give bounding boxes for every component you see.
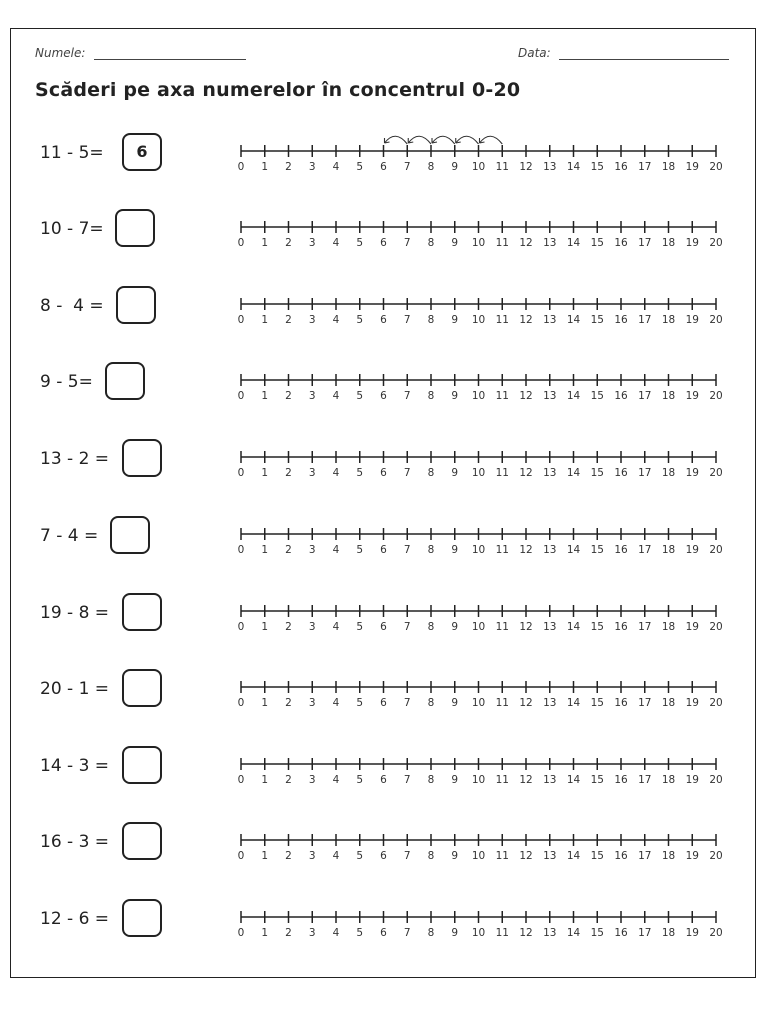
tick-label: 19 xyxy=(685,467,699,479)
tick-label: 9 xyxy=(451,314,459,326)
tick-label: 5 xyxy=(356,621,364,633)
tick-label: 7 xyxy=(403,774,411,786)
tick-label: 3 xyxy=(308,927,316,939)
tick-label: 2 xyxy=(285,850,292,862)
tick-label: 3 xyxy=(308,467,316,479)
number-line xyxy=(232,439,738,485)
tick-label: 14 xyxy=(566,390,581,402)
tick-label: 12 xyxy=(519,544,533,556)
tick-label: 19 xyxy=(685,237,699,249)
tick-label: 0 xyxy=(237,774,245,786)
tick-label: 16 xyxy=(614,850,628,862)
name-label: Numele: xyxy=(35,46,86,60)
tick-label: 4 xyxy=(332,697,340,709)
exercise-row xyxy=(0,358,768,408)
tick-label: 19 xyxy=(685,697,699,709)
tick-label: 11 xyxy=(495,390,509,402)
tick-label: 15 xyxy=(590,774,604,786)
tick-label: 17 xyxy=(638,544,652,556)
number-line xyxy=(232,362,738,408)
number-line xyxy=(232,516,738,562)
tick-label: 6 xyxy=(380,774,387,786)
equation-text: 13 - 2 = xyxy=(40,449,110,469)
tick-label: 6 xyxy=(380,621,387,633)
tick-label: 11 xyxy=(495,161,509,173)
equation-text: 8 - 4 = xyxy=(40,296,104,316)
name-field[interactable] xyxy=(94,59,246,60)
tick-label: 0 xyxy=(237,467,245,479)
tick-label: 14 xyxy=(566,467,581,479)
tick-label: 17 xyxy=(638,621,652,633)
answer-box[interactable] xyxy=(122,746,162,784)
tick-label: 20 xyxy=(709,237,723,249)
tick-label: 8 xyxy=(427,697,435,709)
tick-label: 6 xyxy=(380,467,387,479)
tick-label: 8 xyxy=(427,544,435,556)
tick-label: 4 xyxy=(332,467,340,479)
tick-label: 18 xyxy=(661,774,676,786)
tick-label: 4 xyxy=(332,390,340,402)
tick-label: 13 xyxy=(543,161,557,173)
tick-label: 18 xyxy=(661,161,676,173)
tick-label: 1 xyxy=(261,314,269,326)
tick-label: 14 xyxy=(566,927,581,939)
exercise-row xyxy=(0,512,768,562)
tick-label: 16 xyxy=(614,544,628,556)
tick-label: 0 xyxy=(237,161,245,173)
exercise-row xyxy=(0,129,768,179)
equation-text: 9 - 5= xyxy=(40,372,93,392)
tick-label: 1 xyxy=(261,390,269,402)
answer-box[interactable] xyxy=(116,286,156,324)
tick-label: 13 xyxy=(543,314,557,326)
tick-label: 15 xyxy=(590,161,604,173)
exercise-row xyxy=(0,895,768,945)
tick-label: 15 xyxy=(590,621,604,633)
tick-label: 10 xyxy=(471,621,486,633)
tick-label: 6 xyxy=(380,927,387,939)
tick-label: 11 xyxy=(495,927,509,939)
tick-label: 10 xyxy=(471,774,486,786)
number-line xyxy=(232,286,738,332)
tick-label: 5 xyxy=(356,467,364,479)
tick-label: 14 xyxy=(566,161,581,173)
tick-label: 5 xyxy=(356,850,364,862)
tick-label: 20 xyxy=(709,544,723,556)
tick-label: 15 xyxy=(590,927,604,939)
tick-label: 5 xyxy=(356,237,364,249)
tick-label: 13 xyxy=(543,927,557,939)
tick-label: 8 xyxy=(427,467,435,479)
tick-label: 0 xyxy=(237,237,245,249)
equation-text: 16 - 3 = xyxy=(40,832,110,852)
tick-label: 17 xyxy=(638,927,652,939)
tick-label: 13 xyxy=(543,390,557,402)
tick-label: 9 xyxy=(451,850,459,862)
exercise-row xyxy=(0,818,768,868)
number-line xyxy=(232,669,738,715)
equation-text: 14 - 3 = xyxy=(40,756,110,776)
tick-label: 8 xyxy=(427,774,435,786)
tick-label: 16 xyxy=(614,467,628,479)
tick-label: 11 xyxy=(495,774,509,786)
answer-box[interactable] xyxy=(122,899,162,937)
tick-label: 14 xyxy=(566,697,581,709)
exercise-row xyxy=(0,589,768,639)
tick-label: 8 xyxy=(427,237,435,249)
tick-label: 4 xyxy=(332,927,340,939)
tick-label: 12 xyxy=(519,621,533,633)
tick-label: 20 xyxy=(709,621,723,633)
equation-text: 20 - 1 = xyxy=(40,679,110,699)
tick-label: 5 xyxy=(356,544,364,556)
tick-label: 0 xyxy=(237,621,245,633)
tick-label: 2 xyxy=(285,237,292,249)
tick-label: 6 xyxy=(380,390,387,402)
tick-label: 0 xyxy=(237,544,245,556)
tick-label: 14 xyxy=(566,621,581,633)
tick-label: 16 xyxy=(614,314,628,326)
tick-label: 4 xyxy=(332,544,340,556)
tick-label: 17 xyxy=(638,467,652,479)
tick-label: 7 xyxy=(403,927,411,939)
equation-text: 7 - 4 = xyxy=(40,526,99,546)
tick-label: 5 xyxy=(356,314,364,326)
tick-label: 7 xyxy=(403,161,411,173)
tick-label: 2 xyxy=(285,467,292,479)
tick-label: 8 xyxy=(427,927,435,939)
tick-label: 19 xyxy=(685,314,699,326)
tick-label: 18 xyxy=(661,850,676,862)
number-line xyxy=(232,593,738,639)
tick-label: 12 xyxy=(519,161,533,173)
tick-label: 3 xyxy=(308,390,316,402)
tick-label: 20 xyxy=(709,774,723,786)
tick-label: 2 xyxy=(285,774,292,786)
tick-label: 17 xyxy=(638,697,652,709)
tick-label: 17 xyxy=(638,314,652,326)
tick-label: 4 xyxy=(332,237,340,249)
tick-label: 2 xyxy=(285,314,292,326)
answer-box[interactable] xyxy=(115,209,155,247)
answer-box[interactable] xyxy=(122,669,162,707)
tick-label: 11 xyxy=(495,697,509,709)
answer-box[interactable] xyxy=(122,439,162,477)
tick-label: 14 xyxy=(566,237,581,249)
tick-label: 12 xyxy=(519,390,533,402)
tick-label: 0 xyxy=(237,390,245,402)
tick-label: 12 xyxy=(519,774,533,786)
tick-label: 5 xyxy=(356,927,364,939)
tick-label: 7 xyxy=(403,314,411,326)
tick-label: 6 xyxy=(380,314,387,326)
answer-box[interactable] xyxy=(105,362,145,400)
tick-label: 13 xyxy=(543,621,557,633)
tick-label: 5 xyxy=(356,161,364,173)
number-line xyxy=(232,899,738,945)
tick-label: 5 xyxy=(356,390,364,402)
answer-box[interactable] xyxy=(122,593,162,631)
tick-label: 10 xyxy=(471,467,486,479)
tick-label: 13 xyxy=(543,544,557,556)
tick-label: 1 xyxy=(261,621,269,633)
tick-label: 10 xyxy=(471,161,486,173)
tick-label: 14 xyxy=(566,850,581,862)
tick-label: 2 xyxy=(285,621,292,633)
tick-label: 4 xyxy=(332,774,340,786)
tick-label: 9 xyxy=(451,774,459,786)
tick-label: 19 xyxy=(685,927,699,939)
exercise-row xyxy=(0,742,768,792)
tick-label: 10 xyxy=(471,850,486,862)
tick-label: 17 xyxy=(638,161,652,173)
exercise-row xyxy=(0,282,768,332)
tick-label: 3 xyxy=(308,697,316,709)
tick-label: 19 xyxy=(685,390,699,402)
tick-label: 0 xyxy=(237,314,245,326)
tick-label: 11 xyxy=(495,544,509,556)
tick-label: 1 xyxy=(261,237,269,249)
tick-label: 13 xyxy=(543,697,557,709)
tick-label: 19 xyxy=(685,774,699,786)
tick-label: 3 xyxy=(308,774,316,786)
tick-label: 20 xyxy=(709,161,723,173)
tick-label: 19 xyxy=(685,544,699,556)
tick-label: 15 xyxy=(590,467,604,479)
tick-label: 15 xyxy=(590,237,604,249)
tick-label: 18 xyxy=(661,544,676,556)
tick-label: 6 xyxy=(380,544,387,556)
tick-label: 12 xyxy=(519,850,533,862)
date-field[interactable] xyxy=(559,59,729,60)
tick-label: 9 xyxy=(451,621,459,633)
tick-label: 12 xyxy=(519,927,533,939)
tick-label: 6 xyxy=(380,697,387,709)
tick-label: 4 xyxy=(332,621,340,633)
tick-label: 10 xyxy=(471,390,486,402)
tick-label: 16 xyxy=(614,927,628,939)
tick-label: 17 xyxy=(638,774,652,786)
tick-label: 20 xyxy=(709,467,723,479)
tick-label: 12 xyxy=(519,697,533,709)
tick-label: 6 xyxy=(380,237,387,249)
tick-label: 17 xyxy=(638,237,652,249)
tick-label: 2 xyxy=(285,544,292,556)
tick-label: 10 xyxy=(471,237,486,249)
tick-label: 18 xyxy=(661,927,676,939)
tick-label: 10 xyxy=(471,544,486,556)
tick-label: 18 xyxy=(661,237,676,249)
tick-label: 5 xyxy=(356,774,364,786)
tick-label: 6 xyxy=(380,161,387,173)
tick-label: 11 xyxy=(495,237,509,249)
tick-label: 17 xyxy=(638,390,652,402)
number-line xyxy=(232,209,738,255)
tick-label: 13 xyxy=(543,467,557,479)
tick-label: 20 xyxy=(709,850,723,862)
number-line xyxy=(232,746,738,792)
tick-label: 1 xyxy=(261,467,269,479)
tick-label: 16 xyxy=(614,697,628,709)
tick-label: 14 xyxy=(566,314,581,326)
tick-label: 7 xyxy=(403,390,411,402)
tick-label: 17 xyxy=(638,850,652,862)
tick-label: 11 xyxy=(495,467,509,479)
tick-label: 9 xyxy=(451,467,459,479)
answer-box[interactable] xyxy=(122,822,162,860)
tick-label: 16 xyxy=(614,390,628,402)
tick-label: 0 xyxy=(237,850,245,862)
number-line xyxy=(232,822,738,868)
tick-label: 16 xyxy=(614,161,628,173)
tick-label: 1 xyxy=(261,697,269,709)
tick-label: 10 xyxy=(471,697,486,709)
tick-label: 7 xyxy=(403,544,411,556)
tick-label: 1 xyxy=(261,544,269,556)
equation-text: 11 - 5= xyxy=(40,143,104,163)
tick-label: 0 xyxy=(237,697,245,709)
tick-label: 6 xyxy=(380,850,387,862)
tick-label: 5 xyxy=(356,697,364,709)
answer-box[interactable] xyxy=(110,516,150,554)
tick-label: 8 xyxy=(427,390,435,402)
tick-label: 15 xyxy=(590,314,604,326)
tick-label: 3 xyxy=(308,850,316,862)
tick-label: 8 xyxy=(427,161,435,173)
tick-label: 16 xyxy=(614,774,628,786)
tick-label: 7 xyxy=(403,697,411,709)
tick-label: 7 xyxy=(403,621,411,633)
tick-label: 3 xyxy=(308,314,316,326)
number-line xyxy=(232,133,738,179)
tick-label: 18 xyxy=(661,697,676,709)
tick-label: 1 xyxy=(261,850,269,862)
tick-label: 20 xyxy=(709,927,723,939)
tick-label: 12 xyxy=(519,314,533,326)
tick-label: 15 xyxy=(590,850,604,862)
date-label: Data: xyxy=(518,46,551,60)
tick-label: 15 xyxy=(590,390,604,402)
tick-label: 19 xyxy=(685,161,699,173)
tick-label: 2 xyxy=(285,390,292,402)
tick-label: 2 xyxy=(285,161,292,173)
tick-label: 4 xyxy=(332,850,340,862)
tick-label: 4 xyxy=(332,161,340,173)
tick-label: 11 xyxy=(495,314,509,326)
tick-label: 8 xyxy=(427,314,435,326)
tick-label: 18 xyxy=(661,390,676,402)
tick-label: 11 xyxy=(495,621,509,633)
tick-label: 19 xyxy=(685,621,699,633)
equation-text: 10 - 7= xyxy=(40,219,104,239)
tick-label: 13 xyxy=(543,774,557,786)
tick-label: 2 xyxy=(285,927,292,939)
tick-label: 7 xyxy=(403,237,411,249)
tick-label: 13 xyxy=(543,237,557,249)
tick-label: 16 xyxy=(614,621,628,633)
worksheet-title: Scăderi pe axa numerelor în concentrul 0-20 xyxy=(35,79,521,101)
tick-label: 9 xyxy=(451,697,459,709)
tick-label: 20 xyxy=(709,314,723,326)
exercise-row xyxy=(0,435,768,485)
tick-label: 15 xyxy=(590,544,604,556)
exercise-row xyxy=(0,205,768,255)
tick-label: 18 xyxy=(661,621,676,633)
tick-label: 9 xyxy=(451,927,459,939)
tick-label: 19 xyxy=(685,850,699,862)
tick-label: 3 xyxy=(308,621,316,633)
tick-label: 12 xyxy=(519,237,533,249)
exercise-row xyxy=(0,665,768,715)
tick-label: 10 xyxy=(471,927,486,939)
tick-label: 8 xyxy=(427,850,435,862)
tick-label: 13 xyxy=(543,850,557,862)
tick-label: 9 xyxy=(451,161,459,173)
tick-label: 7 xyxy=(403,467,411,479)
tick-label: 9 xyxy=(451,237,459,249)
tick-label: 16 xyxy=(614,237,628,249)
tick-label: 12 xyxy=(519,467,533,479)
tick-label: 1 xyxy=(261,927,269,939)
tick-label: 14 xyxy=(566,774,581,786)
tick-label: 0 xyxy=(237,927,245,939)
tick-label: 10 xyxy=(471,314,486,326)
equation-text: 12 - 6 = xyxy=(40,909,110,929)
tick-label: 11 xyxy=(495,850,509,862)
tick-label: 3 xyxy=(308,161,316,173)
tick-label: 2 xyxy=(285,697,292,709)
tick-label: 1 xyxy=(261,774,269,786)
tick-label: 14 xyxy=(566,544,581,556)
tick-label: 20 xyxy=(709,697,723,709)
answer-box[interactable]: 6 xyxy=(122,133,162,171)
tick-label: 1 xyxy=(261,161,269,173)
tick-label: 7 xyxy=(403,850,411,862)
tick-label: 15 xyxy=(590,697,604,709)
tick-label: 9 xyxy=(451,390,459,402)
tick-label: 20 xyxy=(709,390,723,402)
equation-text: 19 - 8 = xyxy=(40,603,110,623)
tick-label: 9 xyxy=(451,544,459,556)
tick-label: 8 xyxy=(427,621,435,633)
tick-label: 18 xyxy=(661,314,676,326)
tick-label: 3 xyxy=(308,544,316,556)
tick-label: 4 xyxy=(332,314,340,326)
tick-label: 18 xyxy=(661,467,676,479)
tick-label: 3 xyxy=(308,237,316,249)
